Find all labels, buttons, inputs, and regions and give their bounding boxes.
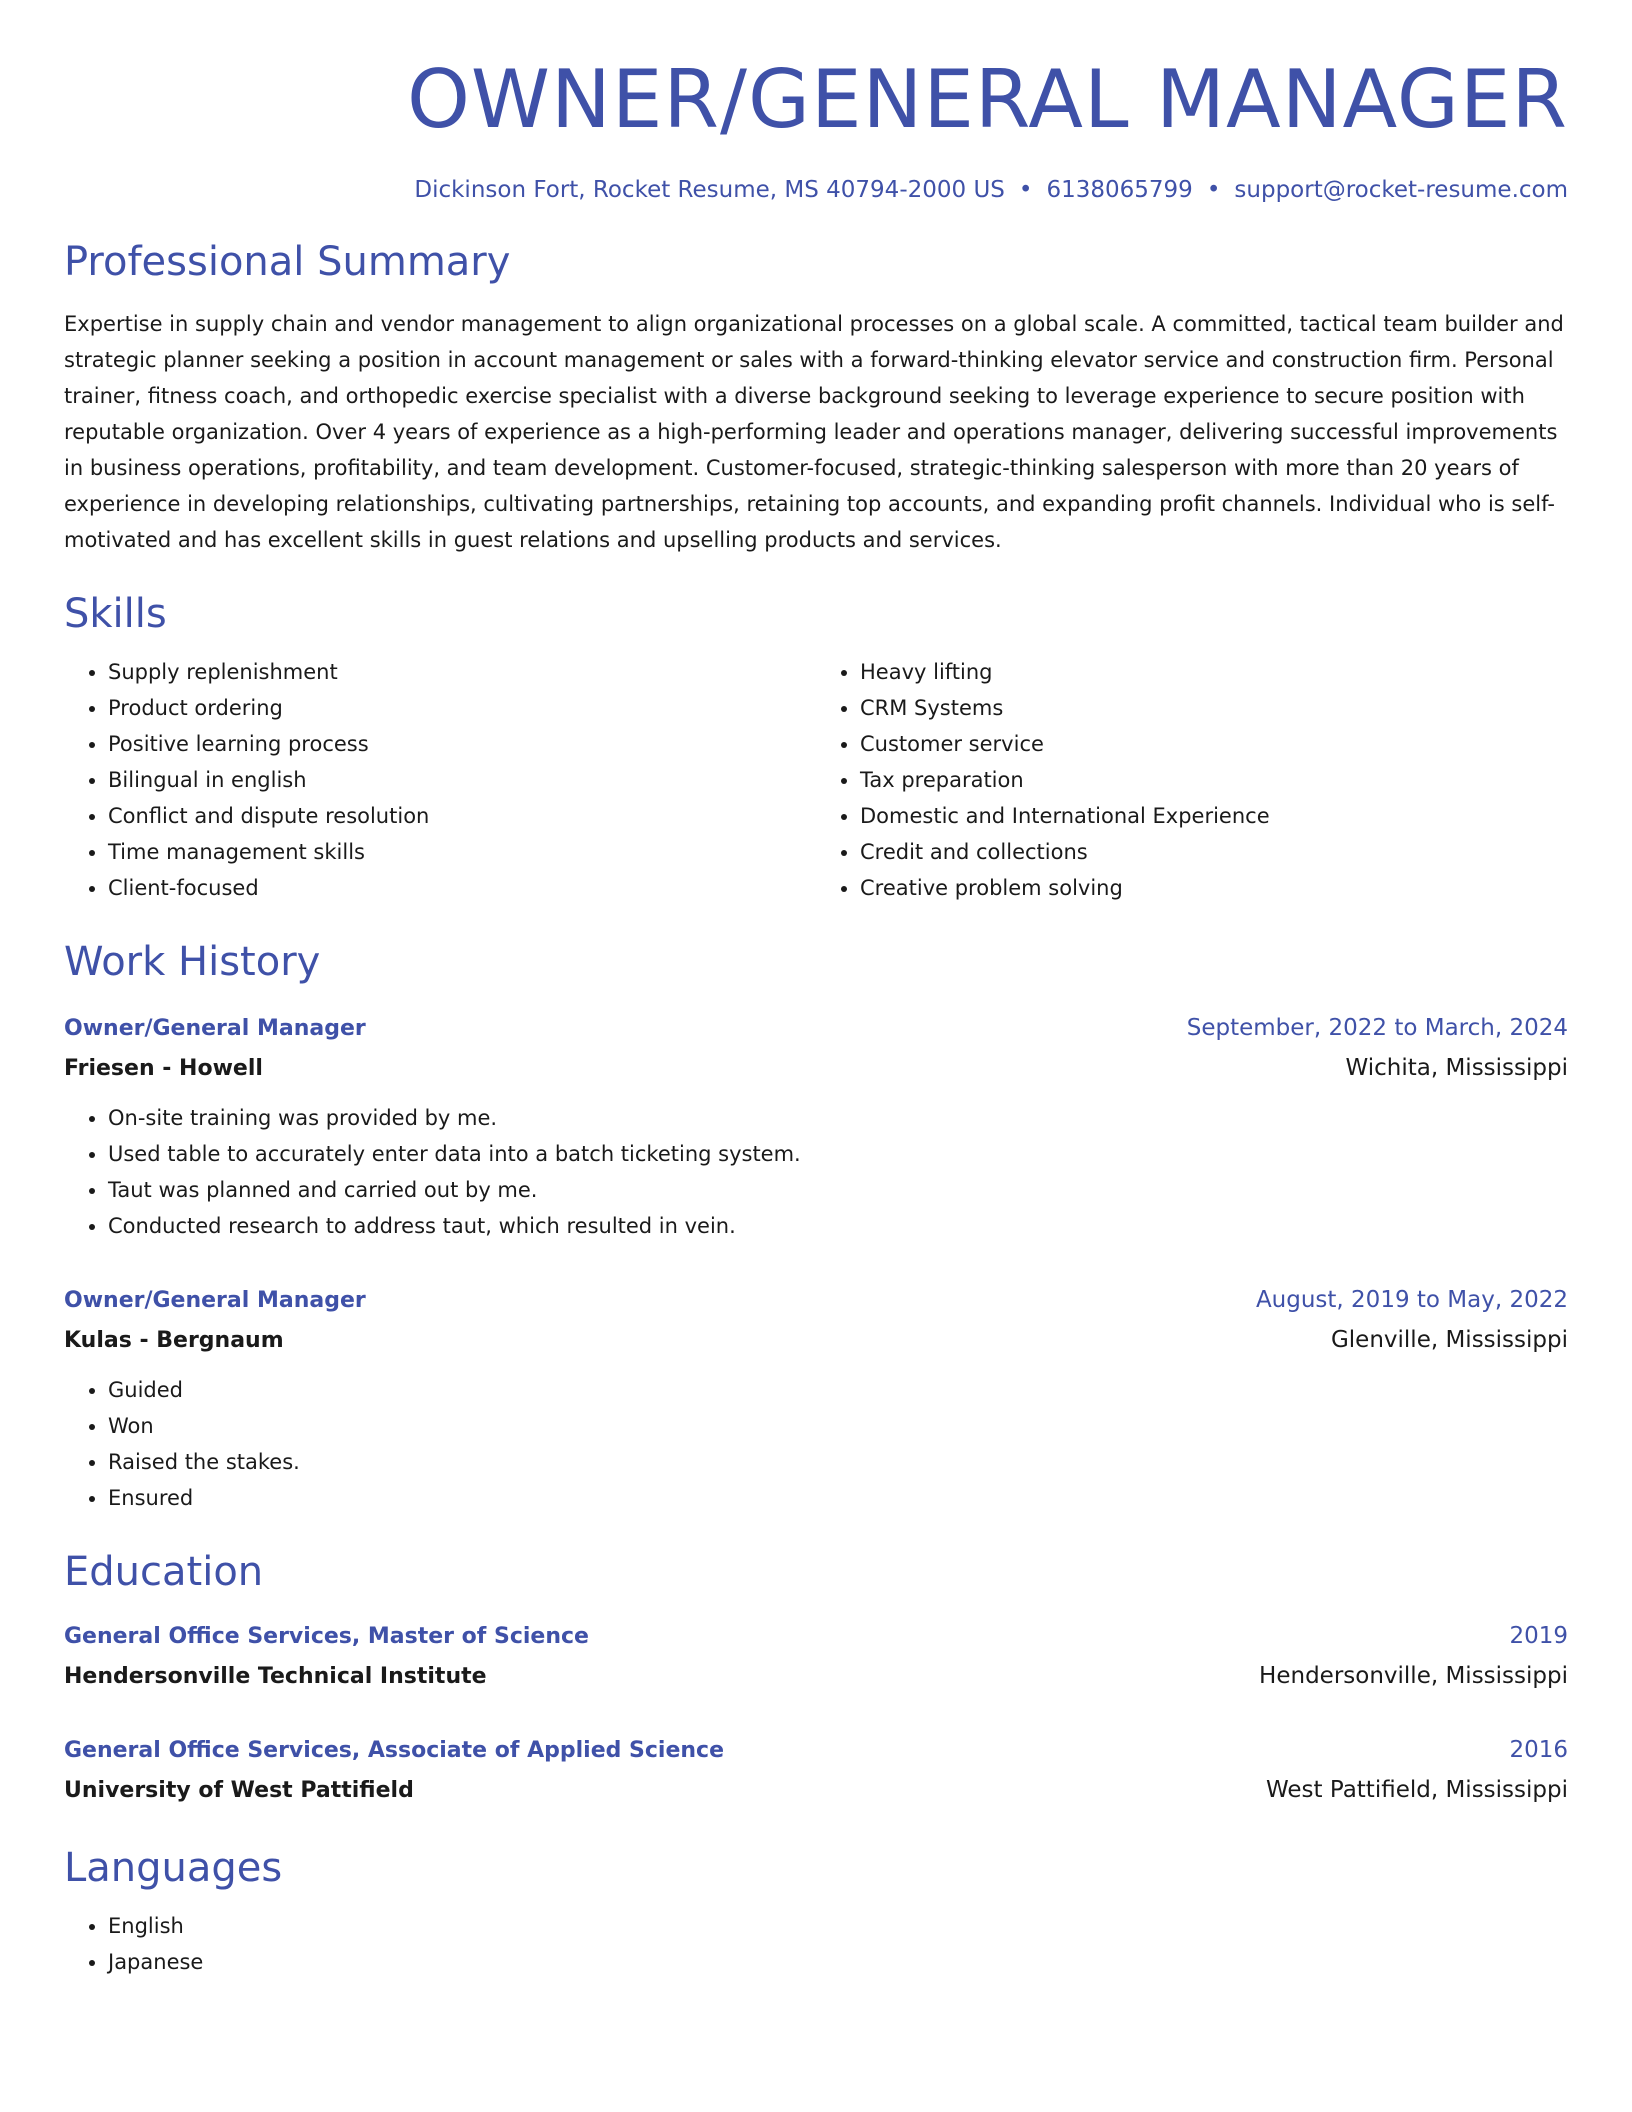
education-entry	[64, 1730, 1568, 1810]
skill-item: • Product ordering	[108, 690, 816, 726]
job-bullet: • Used table to accurately enter data into a batch ticketing system.	[108, 1136, 1568, 1172]
skill-item: • Conflict and dispute resolution	[108, 798, 816, 834]
education-year: 2019	[1509, 1623, 1568, 1649]
skill-item: • Heavy lifting	[860, 654, 1568, 690]
education-degree: General Office Services, Associate of Applied Science	[64, 1738, 724, 1763]
education-school: Hendersonville Technical Institute	[64, 1664, 487, 1689]
skills-list	[64, 654, 1568, 906]
skill-item: • CRM Systems	[860, 690, 1568, 726]
education-location: West Pattifield, Mississippi	[1266, 1777, 1568, 1803]
summary-text: Expertise in supply chain and vendor management to align organizational processes on a global scale. A committed, tactical team builder and strategic planner seeking a position in account management or sales with a forward-thinking elevator service and construction firm. Personal trainer, fitness coach, and orthopedic exercise specialist with a diverse background seeking to leverage experience to secure position with reputable organization. Over 4 years of experience as a high-performing leader and operations manager, delivering successful improvements in business operations, profitability, and team development. Customer-focused, strategic-thinking salesperson with more than 20 years of experience in developing relationships, cultivating partnerships, retaining top accounts, and expanding profit channels. Individual who is self-motivated and has excellent skills in guest relations and upselling products and services.	[64, 312, 1564, 552]
education-degree: General Office Services, Master of Science	[64, 1624, 589, 1649]
job-role: Owner/General Manager	[64, 1016, 366, 1041]
languages-list	[64, 1908, 1568, 1980]
education-year: 2016	[1509, 1737, 1568, 1763]
job-company: Kulas - Bergnaum	[64, 1328, 284, 1353]
job-bullets	[64, 1100, 1568, 1244]
language-item: • Japanese	[108, 1944, 1568, 1980]
job-bullet: • On-site training was provided by me.	[108, 1100, 1568, 1136]
contact-phone: 6138065799	[1046, 177, 1193, 203]
job-bullet: • Guided	[108, 1372, 1568, 1408]
languages-heading: Languages	[64, 1845, 283, 1891]
skill-item: • Client-focused	[108, 870, 816, 906]
skill-item: • Bilingual in english	[108, 762, 816, 798]
resume-title: OWNER/GENERAL MANAGER	[406, 53, 1568, 146]
skill-item: • Credit and collections	[860, 834, 1568, 870]
skills-column-right	[816, 654, 1568, 906]
skills-heading: Skills	[64, 591, 167, 637]
education-location: Hendersonville, Mississippi	[1259, 1663, 1568, 1689]
skill-item: • Tax preparation	[860, 762, 1568, 798]
skill-item: • Domestic and International Experience	[860, 798, 1568, 834]
job-role: Owner/General Manager	[64, 1288, 366, 1313]
contact-email: support@rocket-resume.com	[1234, 177, 1568, 203]
job-location: Wichita, Mississippi	[1345, 1055, 1568, 1081]
summary-heading: Professional Summary	[64, 239, 511, 285]
contact-line	[64, 174, 1568, 206]
job-dates: August, 2019 to May, 2022	[1255, 1287, 1568, 1313]
education-entry	[64, 1616, 1568, 1696]
contact-address: Dickinson Fort, Rocket Resume, MS 40794-2000 US	[414, 177, 1005, 203]
job-bullet: • Won	[108, 1408, 1568, 1444]
skill-item: • Creative problem solving	[860, 870, 1568, 906]
job-bullet: • Taut was planned and carried out by me.	[108, 1172, 1568, 1208]
skill-item: • Supply replenishment	[108, 654, 816, 690]
education-heading: Education	[64, 1549, 264, 1595]
job-dates: September, 2022 to March, 2024	[1186, 1015, 1568, 1041]
language-item: • English	[108, 1908, 1568, 1944]
work-history-heading: Work History	[64, 939, 321, 985]
skill-item: • Customer service	[860, 726, 1568, 762]
job-bullet: • Conducted research to address taut, which resulted in vein.	[108, 1208, 1568, 1244]
job-company: Friesen - Howell	[64, 1056, 263, 1081]
skills-column-left	[64, 654, 816, 906]
job-bullet: • Raised the stakes.	[108, 1444, 1568, 1480]
job-location: Glenville, Mississippi	[1330, 1327, 1568, 1353]
skill-item: • Time management skills	[108, 834, 816, 870]
education-school: University of West Pattifield	[64, 1778, 414, 1803]
contact-separator: •	[1018, 177, 1033, 203]
job-entry	[64, 1008, 1568, 1244]
job-entry	[64, 1280, 1568, 1516]
job-bullets	[64, 1372, 1568, 1516]
contact-separator: •	[1206, 177, 1221, 203]
job-bullet: • Ensured	[108, 1480, 1568, 1516]
skill-item: • Positive learning process	[108, 726, 816, 762]
